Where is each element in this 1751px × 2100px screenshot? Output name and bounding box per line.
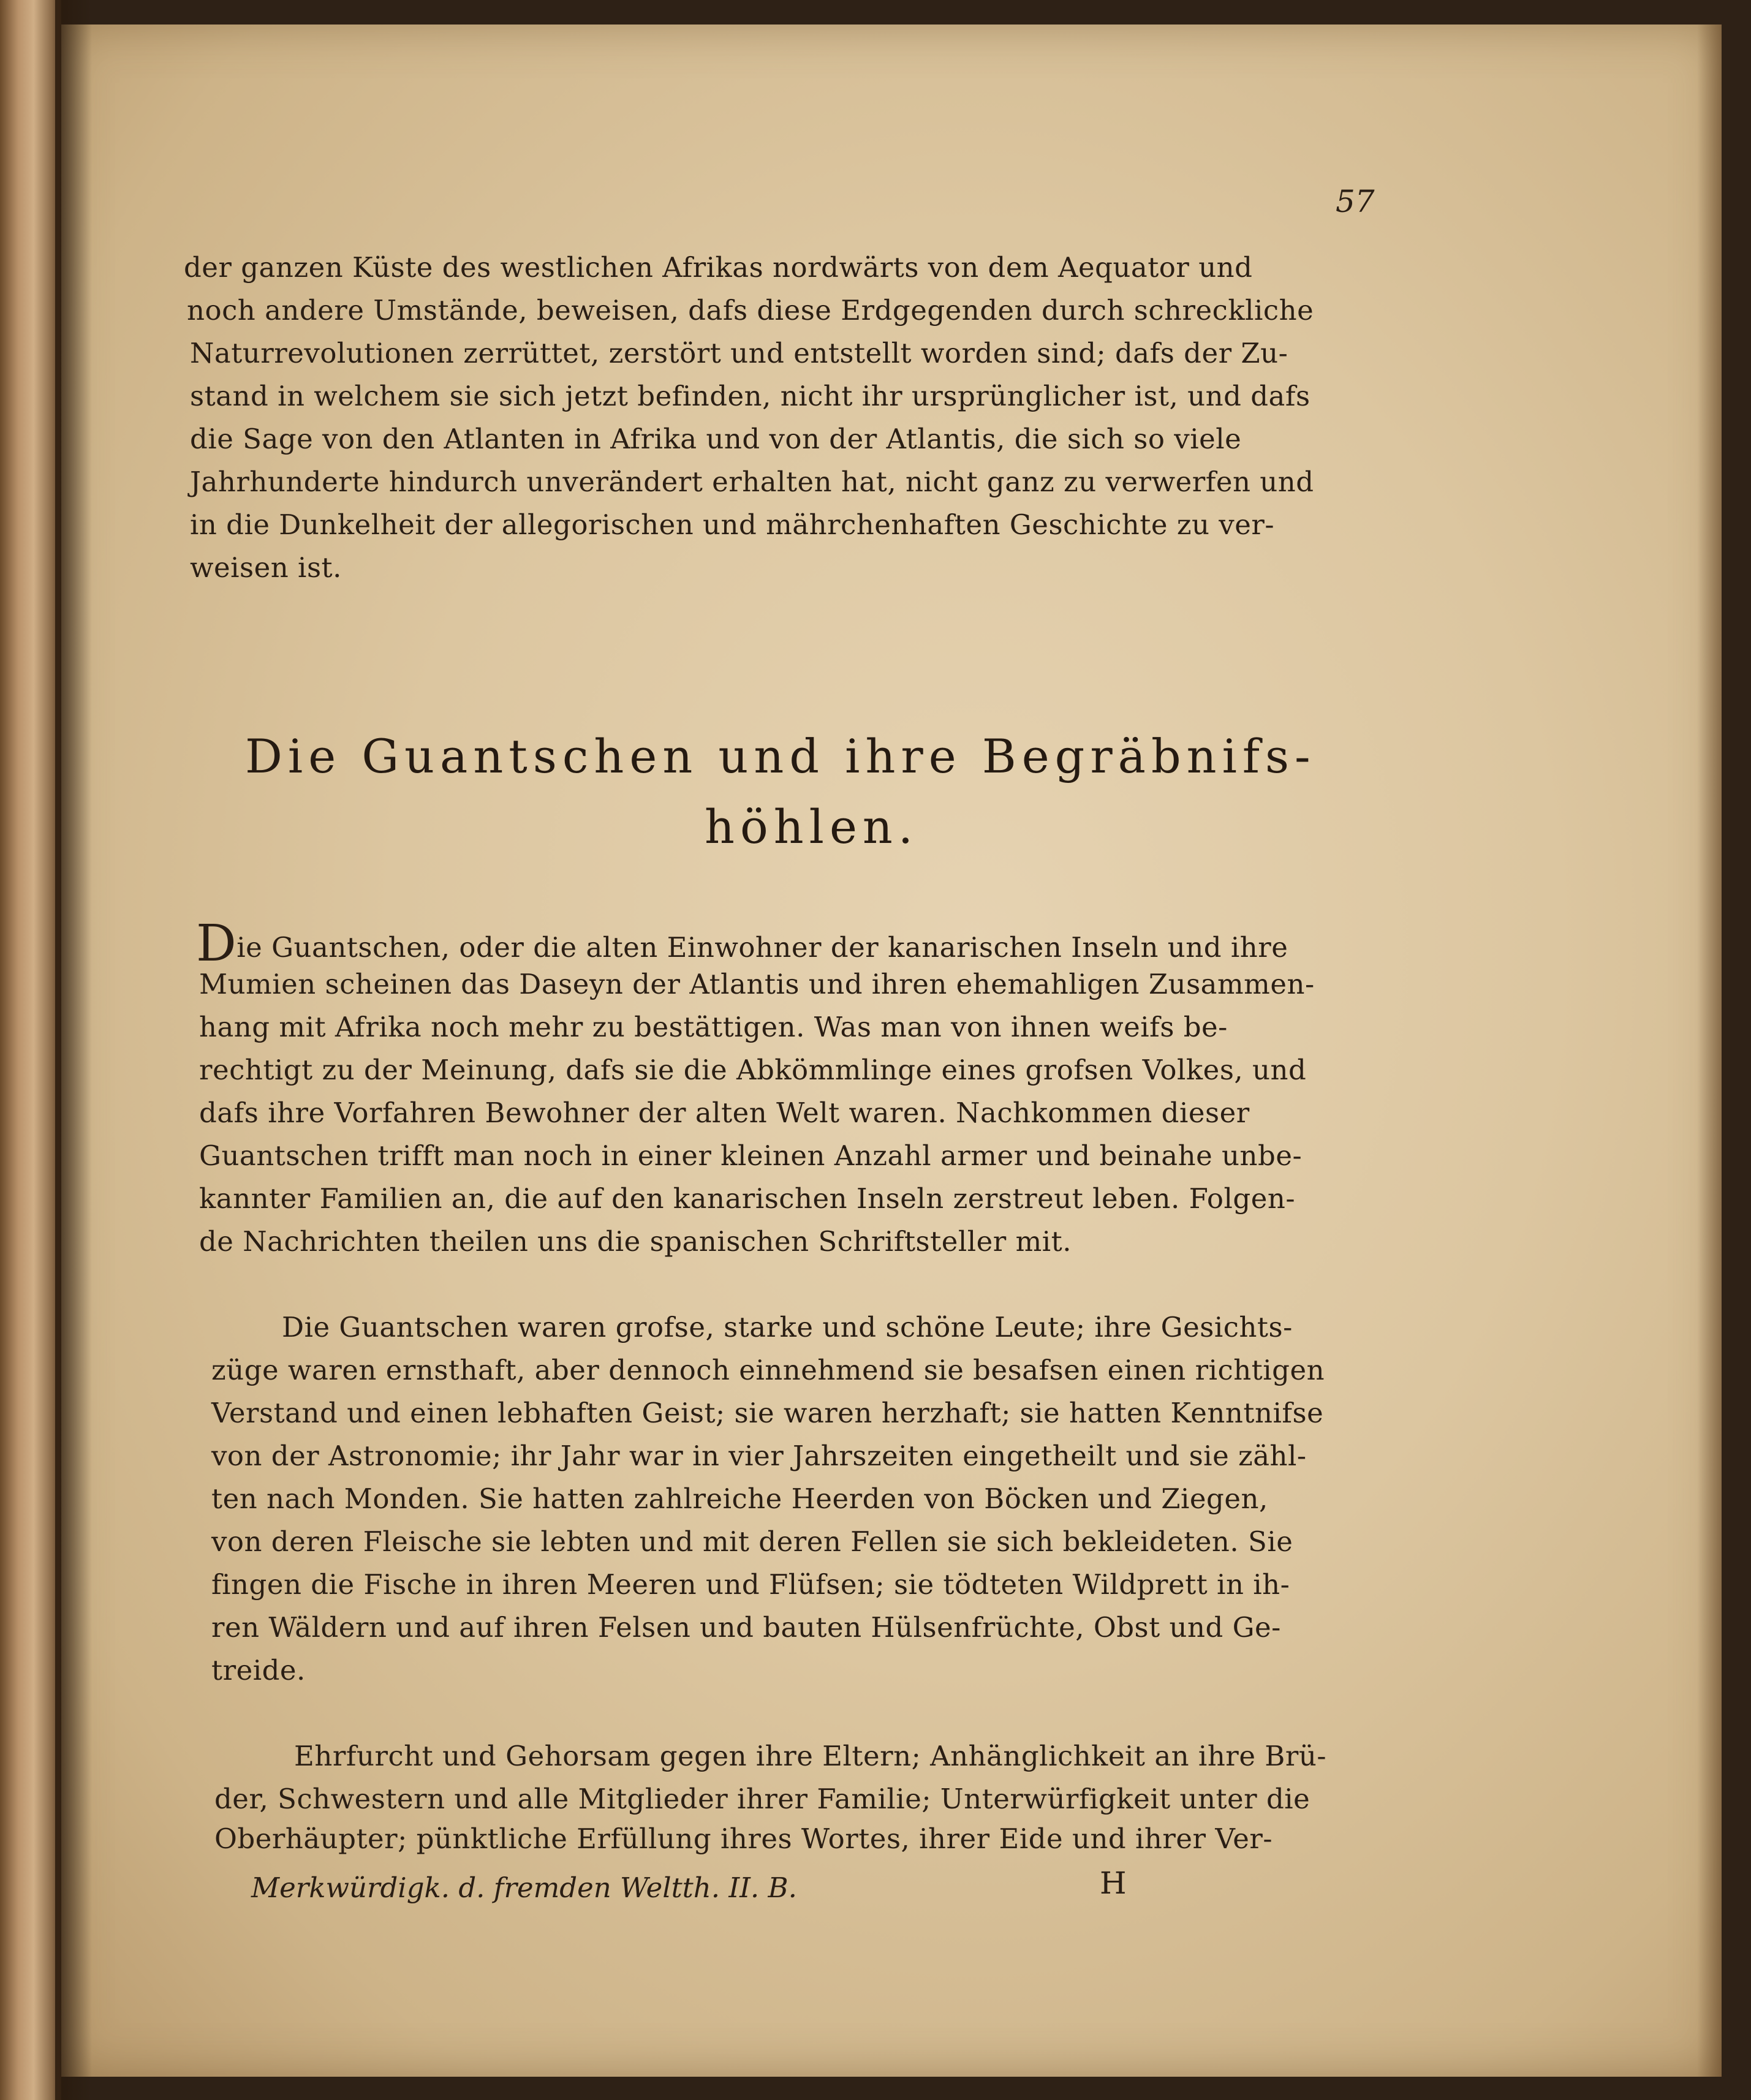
paragraph-2-line: ren Wäldern und auf ihren Felsen und bauten Hülsenfrüchte, Obst und Ge- <box>211 1611 1281 1644</box>
paragraph-3-line: der, Schwestern und alle Mitglieder ihrer Familie; Unterwürfigkeit unter die <box>214 1783 1310 1815</box>
adjoining-page-edge <box>0 0 61 2100</box>
top-paragraph-line: in die Dunkelheit der allegorischen und mährchenhaften Geschichte zu ver- <box>190 508 1275 541</box>
top-paragraph-line: stand in welchem sie sich jetzt befinden, nicht ihr ursprünglicher ist, und dafs <box>190 380 1310 412</box>
paragraph-2-line: Verstand und einen lebhaften Geist; sie waren herzhaft; sie hatten Kenntnifse <box>211 1397 1324 1429</box>
paragraph-2-line: Die Guantschen waren grofse, starke und schöne Leute; ihre Gesichts- <box>282 1311 1293 1343</box>
paragraph-3-line: Oberhäupter; pünktliche Erfüllung ihres Wortes, ihrer Eide und ihrer Ver- <box>214 1822 1273 1855</box>
page-number: 57 <box>1336 184 1375 219</box>
signature-line: Merkwürdigk. d. fremden Weltth. II. B. <box>251 1871 797 1904</box>
top-paragraph-line: Naturrevolutionen zerrüttet, zerstört und entstellt worden sind; dafs der Zu- <box>190 337 1288 369</box>
paragraph-1-first-line <box>196 915 1288 973</box>
paragraph-3-line: Ehrfurcht und Gehorsam gegen ihre Eltern; Anhänglichkeit an ihre Brü- <box>294 1740 1327 1772</box>
paragraph-2-line: von der Astronomie; ihr Jahr war in vier Jahrszeiten eingetheilt und sie zähl- <box>211 1440 1307 1472</box>
paragraph-1-line: Guantschen trifft man noch in einer kleinen Anzahl armer und beinahe unbe- <box>199 1139 1303 1172</box>
top-paragraph-line: Jahrhunderte hindurch unverändert erhalten hat, nicht ganz zu verwerfen und <box>190 466 1314 498</box>
signature-mark: H <box>1100 1865 1127 1901</box>
paragraph-1-line: rechtigt zu der Meinung, dafs sie die Abkömmlinge eines grofsen Volkes, und <box>199 1054 1307 1086</box>
paragraph-2-line: züge waren ernsthaft, aber dennoch einnehmend sie besafsen einen richtigen <box>211 1354 1325 1386</box>
top-paragraph-line: weisen ist. <box>190 551 342 584</box>
paragraph-1-line: Mumien scheinen das Daseyn der Atlantis und ihren ehemahligen Zusammen- <box>199 968 1315 1000</box>
book-spine-shadow <box>55 0 92 2100</box>
paragraph-1-line: hang mit Afrika noch mehr zu bestättigen. Was man von ihnen weifs be- <box>199 1011 1228 1043</box>
section-heading-line-2: höhlen. <box>705 799 919 854</box>
top-paragraph-line: noch andere Umstände, beweisen, dafs diese Erdgegenden durch schreckliche <box>187 294 1314 327</box>
top-paragraph-line: der ganzen Küste des westlichen Afrikas nordwärts von dem Aequator und <box>184 251 1253 284</box>
paragraph-1-line: de Nachrichten theilen uns die spanischen Schriftsteller mit. <box>199 1225 1072 1258</box>
paragraph-2-line: von deren Fleische sie lebten und mit deren Fellen sie sich bekleideten. Sie <box>211 1525 1293 1558</box>
section-heading-line-1: Die Guantschen und ihre Begräbnifs- <box>245 729 1316 784</box>
drop-cap: D <box>196 915 237 973</box>
paragraph-2-line: fingen die Fische in ihren Meeren und Flüfsen; sie tödteten Wildprett in ih- <box>211 1568 1290 1601</box>
paragraph-1-line: kannter Familien an, die auf den kanarischen Inseln zerstreut leben. Folgen- <box>199 1182 1296 1215</box>
paragraph-2-line: treide. <box>211 1654 306 1686</box>
paragraph-2-line: ten nach Monden. Sie hatten zahlreiche Heerden von Böcken und Ziegen, <box>211 1482 1268 1515</box>
top-paragraph-line: die Sage von den Atlanten in Afrika und von der Atlantis, die sich so viele <box>190 423 1242 455</box>
paragraph-1-first-line-text: ie Guantschen, oder die alten Einwohner der kanarischen Inseln und ihre <box>236 931 1288 964</box>
paragraph-1-line: dafs ihre Vorfahren Bewohner der alten Welt waren. Nachkommen dieser <box>199 1097 1250 1129</box>
